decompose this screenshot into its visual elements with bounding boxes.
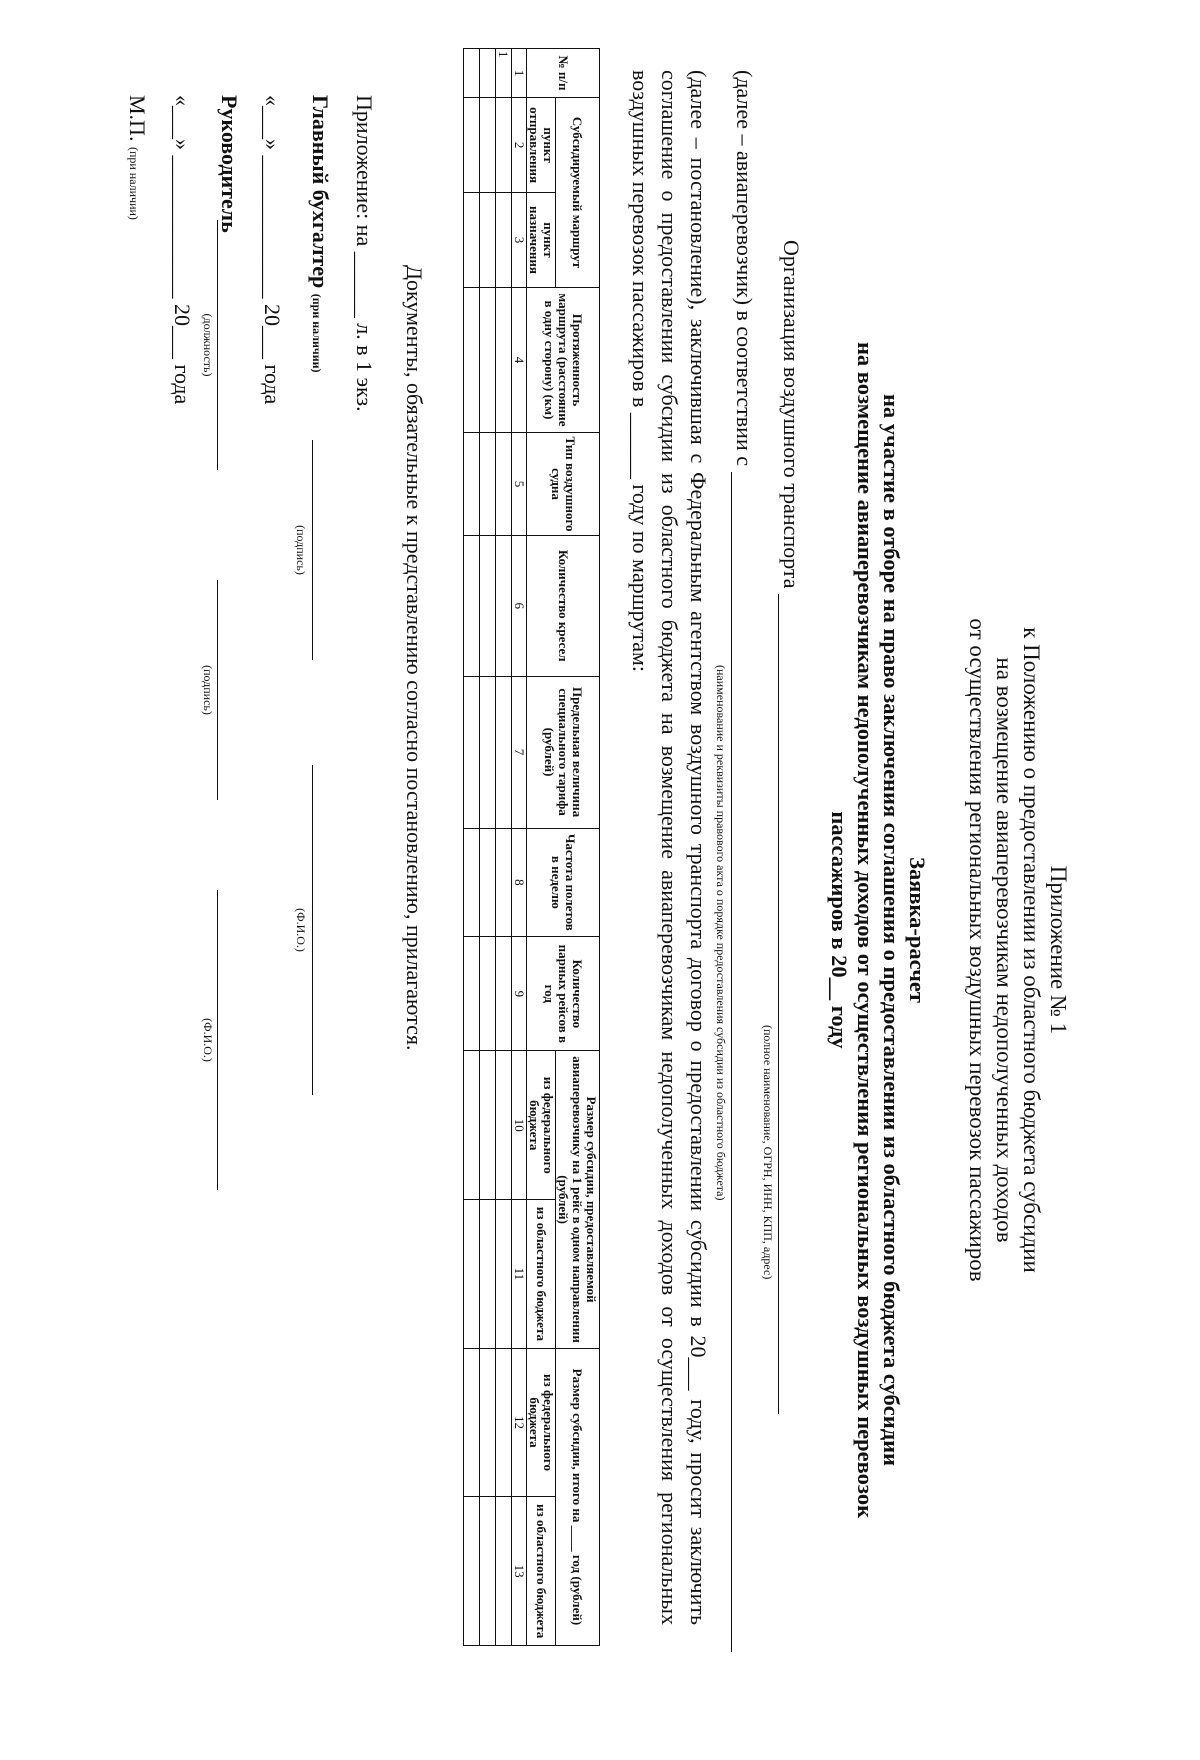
table-row bbox=[464, 49, 480, 1646]
column-number: 1 bbox=[512, 49, 527, 98]
column-number: 12 bbox=[512, 1348, 527, 1497]
col-header-regional: из областного бюджета bbox=[527, 1200, 556, 1349]
fio-caption: (Ф.И.О.) bbox=[294, 908, 308, 952]
column-number: 4 bbox=[512, 287, 527, 432]
org-line bbox=[778, 240, 804, 1414]
column-number: 10 bbox=[512, 1051, 527, 1200]
table-cell[interactable] bbox=[496, 1348, 512, 1497]
col-header-aircraft: Тип воздушного судна bbox=[527, 433, 600, 536]
column-number: 6 bbox=[512, 535, 527, 676]
col-header-federal: из федерального бюджета bbox=[527, 1051, 556, 1200]
table-cell[interactable] bbox=[464, 287, 480, 432]
table-cell[interactable] bbox=[480, 98, 496, 193]
col-header-flights: Количество парных рейсов в год bbox=[527, 937, 600, 1051]
col-header-regional: из областного бюджета bbox=[527, 1497, 556, 1646]
body-paragraph: (далее – постановление), заключившая с Федеральным агентством воздушного транспорта договор о предоставлении субсидии в 20___ году, просит заключить соглашение о предоставлении субсидии из областного бюджета на возмещение авиаперевозчикам недополученных доходов от осуществления региональных воздушных перевозок пассажиров в ______ году по маршрутам: bbox=[628, 70, 711, 1625]
col-header-no: № п/п bbox=[527, 49, 600, 98]
head-name-field[interactable] bbox=[217, 890, 242, 1190]
table-cell[interactable] bbox=[464, 535, 480, 676]
table-cell[interactable] bbox=[480, 193, 496, 288]
column-numbers-row bbox=[512, 49, 527, 1646]
column-number: 9 bbox=[512, 937, 527, 1051]
stamp-row bbox=[124, 95, 150, 220]
appendix-line: от осуществления региональных воздушных перевозок пассажиров bbox=[965, 618, 990, 1282]
title-line: на возмещение авиаперевозчикам недополученных доходов от осуществления региональных воздушных перевозок bbox=[853, 341, 878, 1519]
column-number: 13 bbox=[512, 1497, 527, 1646]
table-row bbox=[496, 49, 512, 1646]
table-cell[interactable] bbox=[464, 1051, 480, 1200]
act-note: (наименование и реквизиты правового акта о порядке предоставления субсидии из областного бюджета) bbox=[714, 665, 728, 1201]
table-cell[interactable] bbox=[464, 98, 480, 193]
table-cell[interactable] bbox=[496, 937, 512, 1051]
appendix-line: к Положению о предоставлении из областного бюджета субсидии bbox=[1019, 627, 1044, 1273]
position-caption: (должность) bbox=[201, 313, 215, 377]
title-line: пассажиров в 20__ году bbox=[827, 811, 852, 1049]
table-cell[interactable] bbox=[496, 1200, 512, 1349]
org-note: (полное наименование, ОГРН, ИНН, КПП, адрес) bbox=[761, 1025, 775, 1280]
table-cell[interactable] bbox=[496, 287, 512, 432]
stamp-note: (при наличии) bbox=[127, 146, 141, 220]
title-line: на участие в отборе на право заключения соглашения о предоставлении из областного бюджета субсидии bbox=[879, 393, 904, 1467]
accountant-signature-field[interactable] bbox=[312, 440, 337, 660]
table-cell[interactable] bbox=[480, 287, 496, 432]
table-cell[interactable] bbox=[480, 1348, 496, 1497]
table-cell[interactable] bbox=[480, 1200, 496, 1349]
table-cell[interactable] bbox=[496, 193, 512, 288]
table-cell[interactable] bbox=[464, 433, 480, 536]
signature-caption: (подпись) bbox=[294, 525, 308, 575]
table-cell[interactable] bbox=[496, 535, 512, 676]
col-header-total: Размер субсидии, итого на ____ год (рублей) bbox=[556, 1348, 600, 1645]
table-cell[interactable] bbox=[496, 676, 512, 828]
head-signature-field[interactable] bbox=[217, 580, 242, 800]
col-header-tariff: Предельная величина специального тарифа (рублей) bbox=[527, 676, 600, 828]
appendix-line: на возмещение авиаперевозчикам недополученных доходов bbox=[992, 657, 1017, 1243]
document-title bbox=[826, 100, 930, 1760]
org-name-field[interactable] bbox=[778, 594, 801, 1414]
col-header-per-flight: Размер субсидии, предоставляемой авиаперевозчику на 1 рейс в одном направлении (рублей) bbox=[556, 1051, 600, 1348]
column-number: 8 bbox=[512, 828, 527, 937]
column-number: 11 bbox=[512, 1200, 527, 1349]
table-cell[interactable] bbox=[464, 676, 480, 828]
accountant-row bbox=[307, 95, 333, 373]
col-header-route: Субсидируемый маршрут bbox=[556, 98, 600, 288]
col-header-frequency: Частота полетов в неделю bbox=[527, 828, 600, 937]
appendix-heading: Приложение № 1 bbox=[1046, 865, 1071, 1035]
org-label: Организация воздушного транспорта bbox=[779, 240, 804, 589]
table-row bbox=[480, 49, 496, 1646]
table-cell[interactable] bbox=[496, 1051, 512, 1200]
table-cell[interactable] bbox=[480, 1051, 496, 1200]
table-cell[interactable] bbox=[464, 828, 480, 937]
table-cell[interactable] bbox=[480, 1497, 496, 1646]
col-header-length: Протяженность маршрута (расстояние в одну сторону) (км) bbox=[527, 287, 600, 432]
documents-note: Документы, обязательные к представлению согласно постановлению, прилагаются. bbox=[402, 265, 427, 1051]
table-cell[interactable] bbox=[496, 828, 512, 937]
accountant-date[interactable]: «___» _____________ 20___ года bbox=[260, 95, 285, 405]
table-cell[interactable] bbox=[464, 1348, 480, 1497]
table-cell bbox=[480, 49, 496, 98]
accountant-name-field[interactable] bbox=[312, 765, 337, 1095]
table-cell[interactable] bbox=[480, 676, 496, 828]
attachment-line: Приложение: на ______ л. в 1 экз. bbox=[352, 95, 377, 412]
table-cell[interactable] bbox=[480, 535, 496, 676]
head-position-field[interactable] bbox=[217, 220, 242, 470]
table-cell[interactable] bbox=[480, 937, 496, 1051]
routes-table bbox=[463, 48, 600, 1646]
column-number: 7 bbox=[512, 676, 527, 828]
table-cell[interactable] bbox=[464, 937, 480, 1051]
carrier-line bbox=[731, 70, 757, 1652]
title-line: Заявка-расчет bbox=[905, 857, 930, 1003]
col-header-federal: из федерального бюджета bbox=[527, 1348, 556, 1497]
fio-caption: (Ф.И.О.) bbox=[201, 1018, 215, 1062]
accountant-note: (при наличии) bbox=[310, 293, 324, 373]
row-number: 1 bbox=[496, 49, 512, 98]
stamp-label: М.П. bbox=[125, 95, 150, 142]
table-cell[interactable] bbox=[496, 1497, 512, 1646]
column-number: 5 bbox=[512, 433, 527, 536]
column-number: 3 bbox=[512, 193, 527, 288]
head-date[interactable]: «___» _____________ 20___ года bbox=[170, 95, 195, 405]
col-header-from: пункт отправления bbox=[527, 98, 556, 193]
appendix-block bbox=[964, 200, 1072, 1700]
table-cell[interactable] bbox=[496, 98, 512, 193]
table-cell[interactable] bbox=[464, 193, 480, 288]
column-number: 2 bbox=[512, 98, 527, 193]
table-cell[interactable] bbox=[496, 433, 512, 536]
table-cell[interactable] bbox=[464, 1200, 480, 1349]
table-cell[interactable] bbox=[464, 1497, 480, 1646]
signature-caption: (подпись) bbox=[201, 665, 215, 715]
table-cell[interactable] bbox=[480, 828, 496, 937]
carrier-text: (далее – авиаперевозчик) в соответствии с bbox=[732, 70, 757, 466]
head-label: Руководитель bbox=[217, 95, 242, 233]
legal-act-field[interactable] bbox=[731, 472, 754, 1652]
col-header-to: пункт назначения bbox=[527, 193, 556, 288]
table-cell[interactable] bbox=[480, 433, 496, 536]
col-header-seats: Количество кресел bbox=[527, 535, 600, 676]
accountant-label: Главный бухгалтер bbox=[308, 95, 333, 289]
table-cell bbox=[464, 49, 480, 98]
